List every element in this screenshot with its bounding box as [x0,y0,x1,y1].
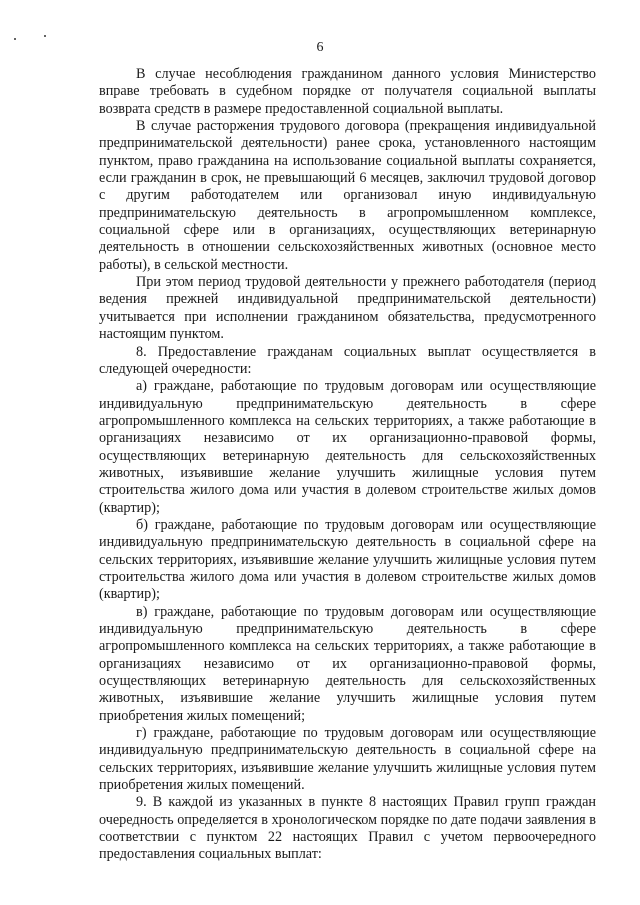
paragraph-item-8b: б) граждане, работающие по трудовым договорам или осуществляющие индивидуальную предпринимательскую деятельность в социальной сфере на сельских территориях, изъявившие желание улучшить жилищные условия путем строительства жилого дома или участия в долевом строительстве жилых домов (квартир); [99,516,596,603]
paragraph-item-8g: г) граждане, работающие по трудовым договорам или осуществляющие индивидуальную предпринимательскую деятельность в социальной сфере на сельских территориях, изъявившие желание улучшить жилищные условия путем приобретения жилых помещений. [99,725,596,794]
paragraph-previous-employment: При этом период трудовой деятельности у прежнего работодателя (период ведения прежней индивидуальной предпринимательской деятельности) учитывается при исполнении гражданином обязательства, предусмотренного настоящим пунктом. [99,274,596,343]
paragraph-item-8v: в) граждане, работающие по трудовым договорам или осуществляющие индивидуальную предпринимательскую деятельность в сфере агропромышленного комплекса на сельских территориях, а также работающие в организациях независимо от их организационно-правовой формы, осуществляющих ветеринарную деятельность для сельскохозяйственных животных, изъявившие желание улучшить жилищные условия путем приобретения жилых помещений; [99,603,596,724]
paragraph-item-8: 8. Предоставление гражданам социальных выплат осуществляется в следующей очередности: [99,343,596,377]
scan-artifact-dot [44,35,46,37]
paragraph-item-8a: а) граждане, работающие по трудовым договорам или осуществляющие индивидуальную предпринимательскую деятельность в сфере агропромышленного комплекса на сельских территориях, а также работающие в организациях независимо от их организационно-правовой формы, осуществляющих ветеринарную деятельность для сельскохозяйственных животных, изъявившие желание улучшить жилищные условия путем строительства жилого дома или участия в долевом строительстве жилых домов (квартир); [99,378,596,516]
page-number: 6 [316,40,324,55]
paragraph-refund-requirement: В случае несоблюдения гражданином данного условия Министерство вправе требовать в судебном порядке от получателя социальной выплаты возврата средств в размере предоставленной социальной выплаты. [99,66,596,117]
paragraph-item-9: 9. В каждой из указанных в пункте 8 настоящих Правил групп граждан очередность определяется в хронологическом порядке по дате подачи заявления в соответствии с пунктом 22 настоящих Правил с учетом первоочередного предоставления социальных выплат: [99,794,596,863]
document-body [99,66,596,864]
paragraph-contract-termination: В случае расторжения трудового договора (прекращения индивидуальной предпринимательской деятельности) ранее срока, установленного настоящим пунктом, право гражданина на использование социальной выплаты сохраняется, если гражданин в срок, не превышающий 6 месяцев, заключил трудовой договор с другим работодателем или организовал иную индивидуальную предпринимательскую деятельность в агропромышленном комплексе, социальной сфере или в организациях, осуществляющих ветеринарную деятельность в отношении сельскохозяйственных животных (основное место работы), в сельской местности. [99,118,596,273]
